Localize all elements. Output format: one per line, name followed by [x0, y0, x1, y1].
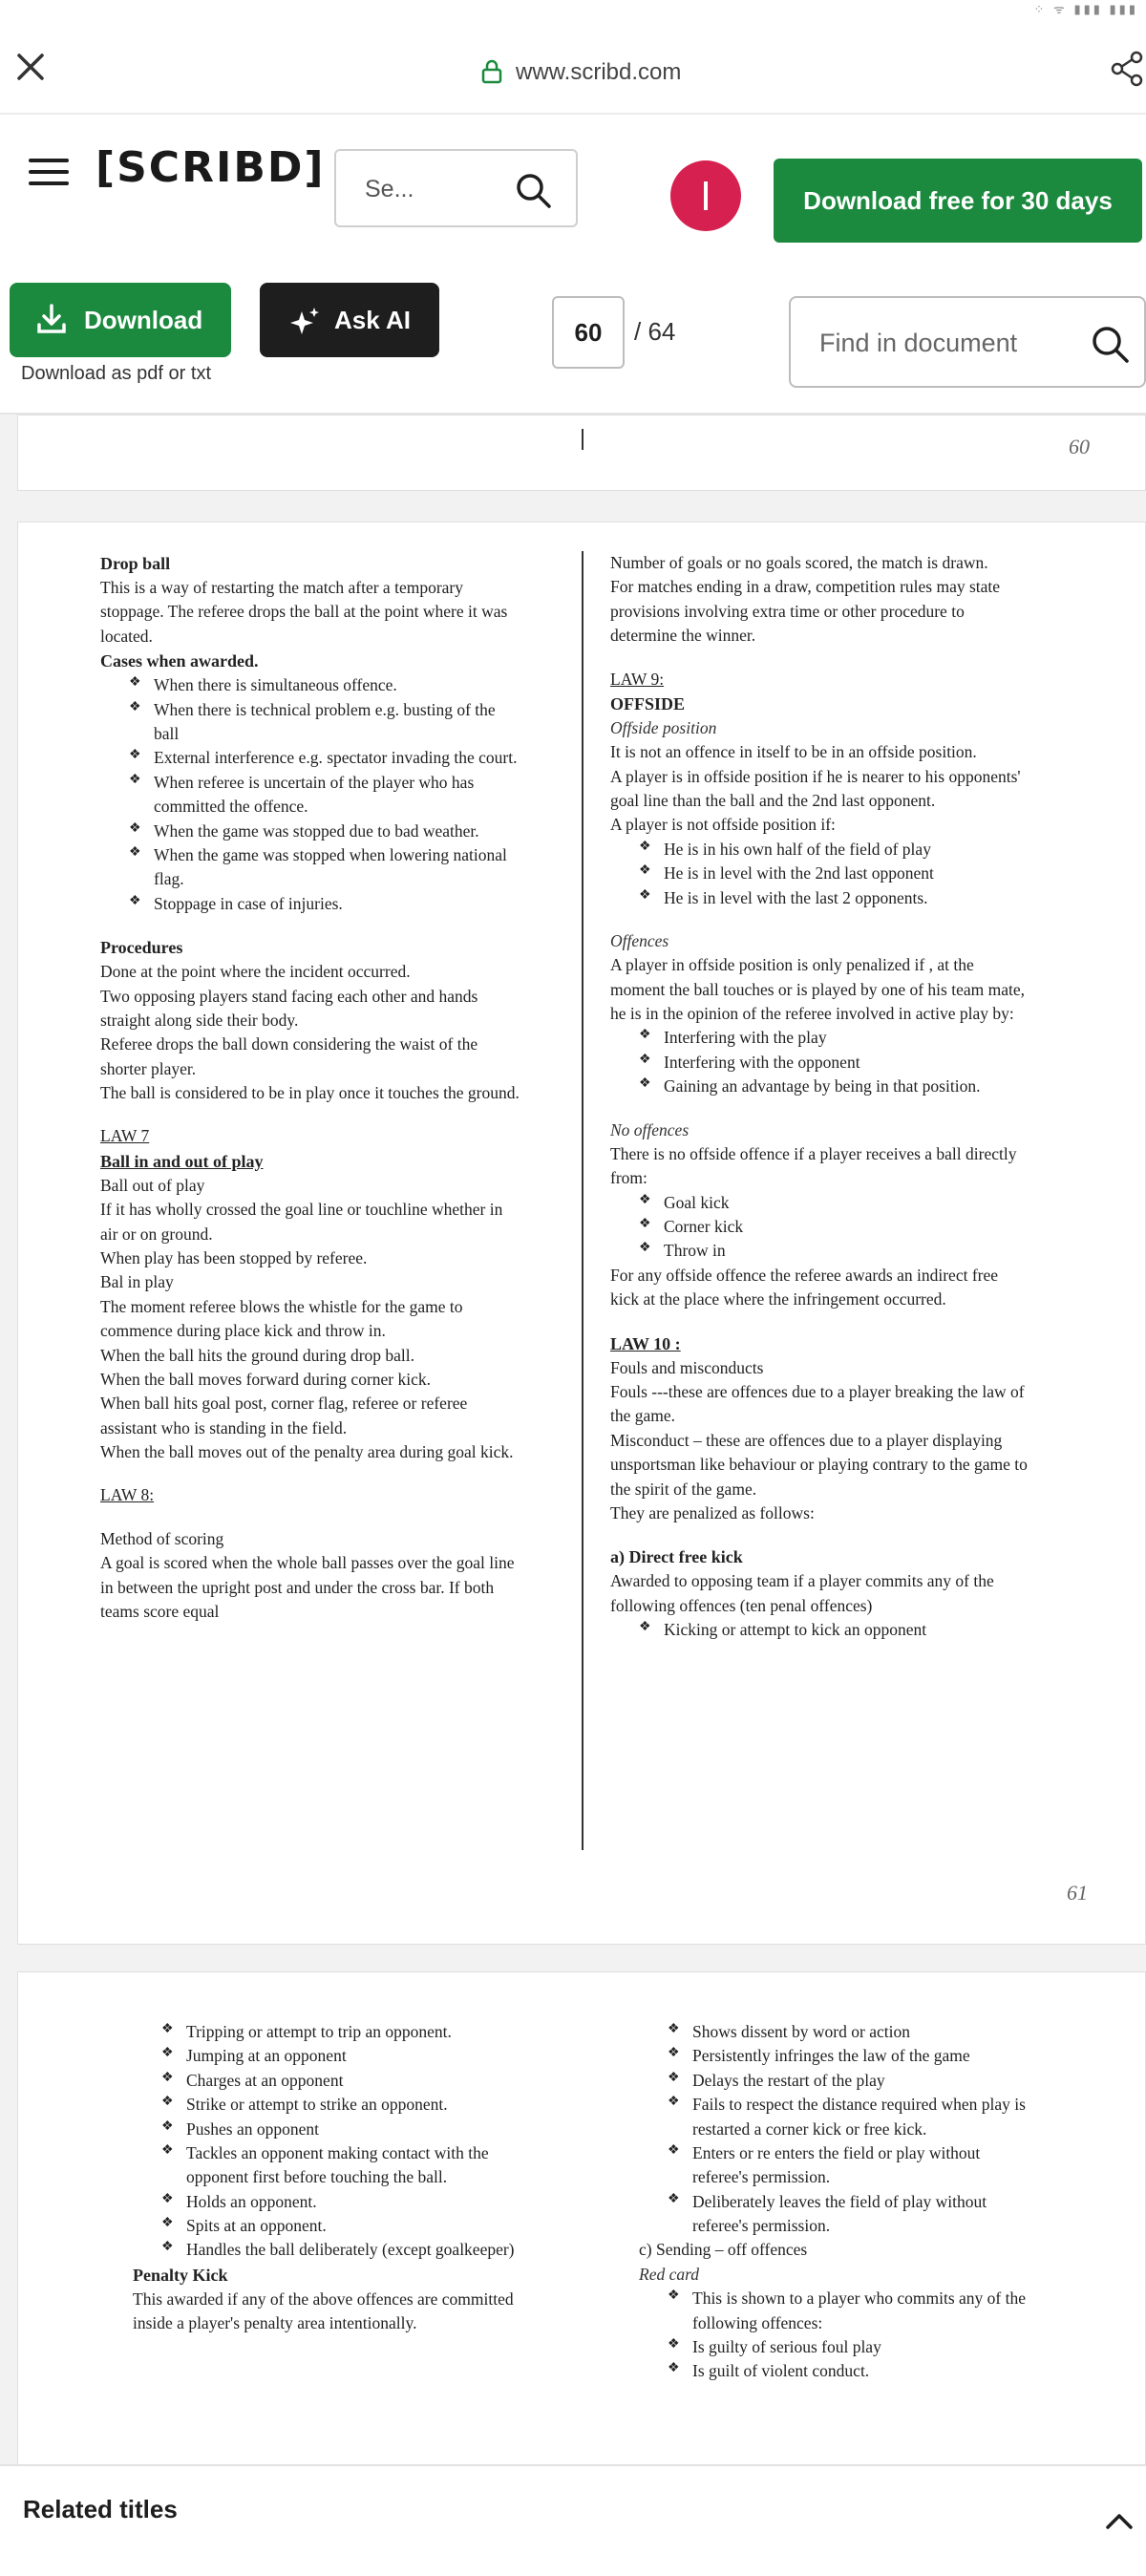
- spacer: [610, 649, 1030, 668]
- bullet-item: ❖ Goal kick: [610, 1191, 1030, 1215]
- scribd-logo[interactable]: [SCRIBD]: [96, 143, 326, 192]
- section-heading: a) Direct free kick: [610, 1547, 743, 1567]
- page-number-input[interactable]: 60: [552, 296, 625, 369]
- find-placeholder: Find in document: [819, 329, 1018, 357]
- document-page-60: [17, 415, 1146, 491]
- bullet-item: ❖ Deliberately leaves the field of play without referee's permission.: [639, 2190, 1040, 2239]
- spacer: [610, 1312, 1030, 1331]
- bullet-item: ❖ Fails to respect the distance required when play is restarted a corner kick or free kick.: [639, 2093, 1040, 2141]
- search-placeholder: Se...: [365, 176, 414, 202]
- text-line: LAW 8:: [100, 1485, 155, 1505]
- text-line: A goal is scored when the whole ball passes over the goal line in between the upright post and under the cross bar. If both teams score equal: [100, 1553, 515, 1621]
- text-line: This is a way of restarting the match after a temporary stoppage. The referee drops the ball at the point where it was located.: [100, 578, 508, 646]
- find-in-document-input[interactable]: [789, 296, 1146, 388]
- bullet-item: ❖ Stoppage in case of injuries.: [100, 892, 520, 916]
- section-heading: Cases when awarded.: [100, 651, 259, 671]
- bullet-item: ❖ Tripping or attempt to trip an opponent.: [133, 2020, 534, 2044]
- column-divider: [582, 551, 584, 1850]
- text-line: Bal in play: [100, 1272, 174, 1292]
- spacer: [610, 910, 1030, 929]
- spacer: [100, 1105, 520, 1124]
- page-total: / 64: [634, 317, 676, 346]
- bullet-item: ❖ He is in level with the last 2 opponents.: [610, 886, 1030, 910]
- text-line: When ball hits goal post, corner flag, referee or referee assistant who is standing in the field.: [100, 1394, 468, 1437]
- document-page-62: [17, 1971, 1146, 2464]
- search-icon[interactable]: [513, 170, 553, 210]
- right-column: [610, 551, 1030, 1643]
- bullet-item: ❖ Spits at an opponent.: [133, 2214, 534, 2238]
- section-heading: LAW 10 :: [610, 1333, 681, 1353]
- download-button[interactable]: [10, 283, 231, 357]
- page-number: 60: [1069, 435, 1090, 458]
- bullet-item: ❖ Delays the restart of the play: [639, 2069, 1040, 2093]
- status-bar: [0, 0, 1146, 21]
- text-line: c) Sending – off offences: [639, 2240, 808, 2260]
- text-line: A player in offside position is only penalized if , at the moment the ball touches or is played by one of his team mate, he is in the opinion of the referee involved in active play by:: [610, 955, 1025, 1024]
- download-free-button[interactable]: Download free for 30 days: [774, 159, 1142, 243]
- bullet-item: ❖ Interfering with the opponent: [610, 1051, 1030, 1075]
- text-line: Referee drops the ball down considering the waist of the shorter player.: [100, 1034, 478, 1078]
- spacer: [610, 1099, 1030, 1118]
- bullet-item: ❖ Gaining an advantage by being in that position.: [610, 1075, 1030, 1098]
- bullet-item: ❖ External interference e.g. spectator invading the court.: [100, 746, 520, 770]
- text-line: Two opposing players stand facing each other and hands straight along side their body.: [100, 986, 478, 1030]
- site-header: [0, 113, 1146, 246]
- bullet-item: ❖ This is shown to a player who commits any of the following offences:: [639, 2287, 1040, 2335]
- bullet-item: ❖ When the game was stopped when lowering national flag.: [100, 843, 520, 892]
- text-line: They are penalized as follows:: [610, 1502, 815, 1522]
- spacer: [100, 1464, 520, 1483]
- text-line: Red card: [639, 2264, 700, 2284]
- text-line: Fouls and misconducts: [610, 1357, 764, 1377]
- bullet-item: ❖ Pushes an opponent: [133, 2118, 534, 2141]
- hamburger-menu-icon[interactable]: [29, 159, 69, 189]
- bullet-item: ❖ Handles the ball deliberately (except goalkeeper): [133, 2238, 534, 2262]
- document-toolbar: [0, 246, 1146, 415]
- column-divider: [582, 429, 584, 450]
- related-titles-heading: Related titles: [23, 2495, 178, 2523]
- text-line: Fouls ---these are offences due to a player breaking the law of the game.: [610, 1382, 1025, 1426]
- bullet-item: ❖ Charges at an opponent: [133, 2069, 534, 2093]
- section-heading: Drop ball: [100, 554, 171, 573]
- text-line: The ball is considered to be in play once it touches the ground.: [100, 1083, 520, 1103]
- page-number: 61: [1067, 1881, 1088, 1905]
- spacer: [100, 916, 520, 935]
- text-line: For matches ending in a draw, competition rules may state provisions involving extra time or other procedure to determine the winner.: [610, 577, 1001, 646]
- text-line: When the ball moves out of the penalty area during goal kick.: [100, 1442, 514, 1461]
- bullet-item: ❖ Throw in: [610, 1239, 1030, 1263]
- left-column: [100, 551, 520, 1624]
- sparkle-icon: [288, 306, 321, 338]
- bullet-item: ❖ Persistently infringes the law of the game: [639, 2044, 1040, 2068]
- text-line: Offside position: [610, 717, 717, 737]
- bullet-item: ❖ When referee is uncertain of the player who has committed the offence.: [100, 771, 520, 820]
- text-line: It is not an offence in itself to be in an offside position.: [610, 742, 977, 762]
- text-line: For any offside offence the referee awards an indirect free kick at the place where the infringement occurred.: [610, 1265, 999, 1309]
- search-input[interactable]: [334, 149, 578, 227]
- search-icon[interactable]: [1089, 323, 1131, 365]
- download-icon: [34, 302, 69, 336]
- close-icon[interactable]: [11, 48, 50, 86]
- browser-url-bar: [0, 21, 1146, 113]
- document-page-61: [17, 522, 1146, 1945]
- text-line: LAW 7: [100, 1126, 150, 1146]
- bullet-item: ❖ When there is simultaneous offence.: [100, 673, 520, 697]
- left-column: [133, 2020, 534, 2336]
- related-titles-bar[interactable]: [0, 2464, 1146, 2576]
- bullet-item: ❖ When there is technical problem e.g. busting of the ball: [100, 698, 520, 747]
- document-viewer[interactable]: [0, 415, 1146, 2464]
- text-line: Done at the point where the incident occurred.: [100, 962, 411, 982]
- text-line: LAW 9:: [610, 669, 665, 689]
- text-line: The moment referee blows the whistle for the game to commence during place kick and throw in.: [100, 1296, 463, 1341]
- right-column: [639, 2020, 1040, 2384]
- ask-ai-label: Ask AI: [334, 306, 411, 334]
- bullet-item: ❖ Corner kick: [610, 1215, 1030, 1239]
- url-text[interactable]: www.scribd.com: [516, 59, 682, 85]
- text-line: This awarded if any of the above offences are committed inside a player's penalty area intentionally.: [133, 2289, 514, 2333]
- section-heading: Procedures: [100, 938, 183, 958]
- text-line: Number of goals or no goals scored, the match is drawn.: [610, 553, 988, 572]
- bullet-item: ❖ Kicking or attempt to kick an opponent: [610, 1618, 1030, 1642]
- text-line: No offences: [610, 1119, 690, 1139]
- bullet-item: ❖ He is in level with the 2nd last opponent: [610, 862, 1030, 885]
- status-icons: ⁘ ᯤ ▮▮▮ ▮▮▮: [1033, 2, 1138, 16]
- text-line: When the ball hits the ground during drop ball.: [100, 1345, 415, 1365]
- share-icon[interactable]: [1108, 50, 1146, 88]
- bullet-item: ❖ He is in his own half of the field of play: [610, 838, 1030, 862]
- text-line: Offences: [610, 930, 669, 950]
- avatar[interactable]: [670, 160, 741, 231]
- spacer: [100, 1508, 520, 1527]
- text-line: There is no offside offence if a player receives a ball directly from:: [610, 1143, 1017, 1188]
- bullet-item: ❖ Jumping at an opponent: [133, 2044, 534, 2068]
- text-line: Misconduct – these are offences due to a player displaying unsportsman like behaviour or playing contrary to the game to the spirit of the game.: [610, 1430, 1028, 1499]
- bullet-item: ❖ When the game was stopped due to bad weather.: [100, 820, 520, 843]
- text-line: A player is in offside position if he is nearer to his opponents' goal line than the ball and the 2nd last opponent.: [610, 766, 1021, 811]
- bullet-item: ❖ Shows dissent by word or action: [639, 2020, 1040, 2044]
- bullet-item: ❖ Is guilt of violent conduct.: [639, 2359, 1040, 2383]
- bullet-item: ❖ Interfering with the play: [610, 1026, 1030, 1050]
- text-line: Ball out of play: [100, 1175, 205, 1195]
- section-heading: Penalty Kick: [133, 2265, 228, 2285]
- bullet-item: ❖ Enters or re enters the field or play without referee's permission.: [639, 2141, 1040, 2190]
- chevron-up-icon[interactable]: [1102, 2504, 1136, 2539]
- bullet-item: ❖ Strike or attempt to strike an opponent.: [133, 2093, 534, 2117]
- text-line: A player is not offside position if:: [610, 815, 836, 835]
- download-label: Download: [84, 306, 203, 334]
- spacer: [610, 1525, 1030, 1544]
- text-line: Method of scoring: [100, 1528, 224, 1548]
- text-line: Awarded to opposing team if a player commits any of the following offences (ten penal offences): [610, 1571, 994, 1615]
- text-line: When the ball moves forward during corner kick.: [100, 1369, 431, 1389]
- lock-icon: [479, 59, 504, 84]
- section-heading: Ball in and out of play: [100, 1151, 264, 1171]
- download-subtitle: Download as pdf or txt: [21, 363, 211, 384]
- bullet-item: ❖ Tackles an opponent making contact with the opponent first before touching the ball.: [133, 2141, 534, 2190]
- text-line: When play has been stopped by referee.: [100, 1248, 368, 1267]
- text-line: If it has wholly crossed the goal line or touchline whether in air or on ground.: [100, 1200, 503, 1244]
- bullet-item: ❖ Is guilty of serious foul play: [639, 2335, 1040, 2359]
- ask-ai-button[interactable]: [260, 283, 439, 357]
- section-heading: OFFSIDE: [610, 693, 686, 713]
- bullet-item: ❖ Holds an opponent.: [133, 2190, 534, 2214]
